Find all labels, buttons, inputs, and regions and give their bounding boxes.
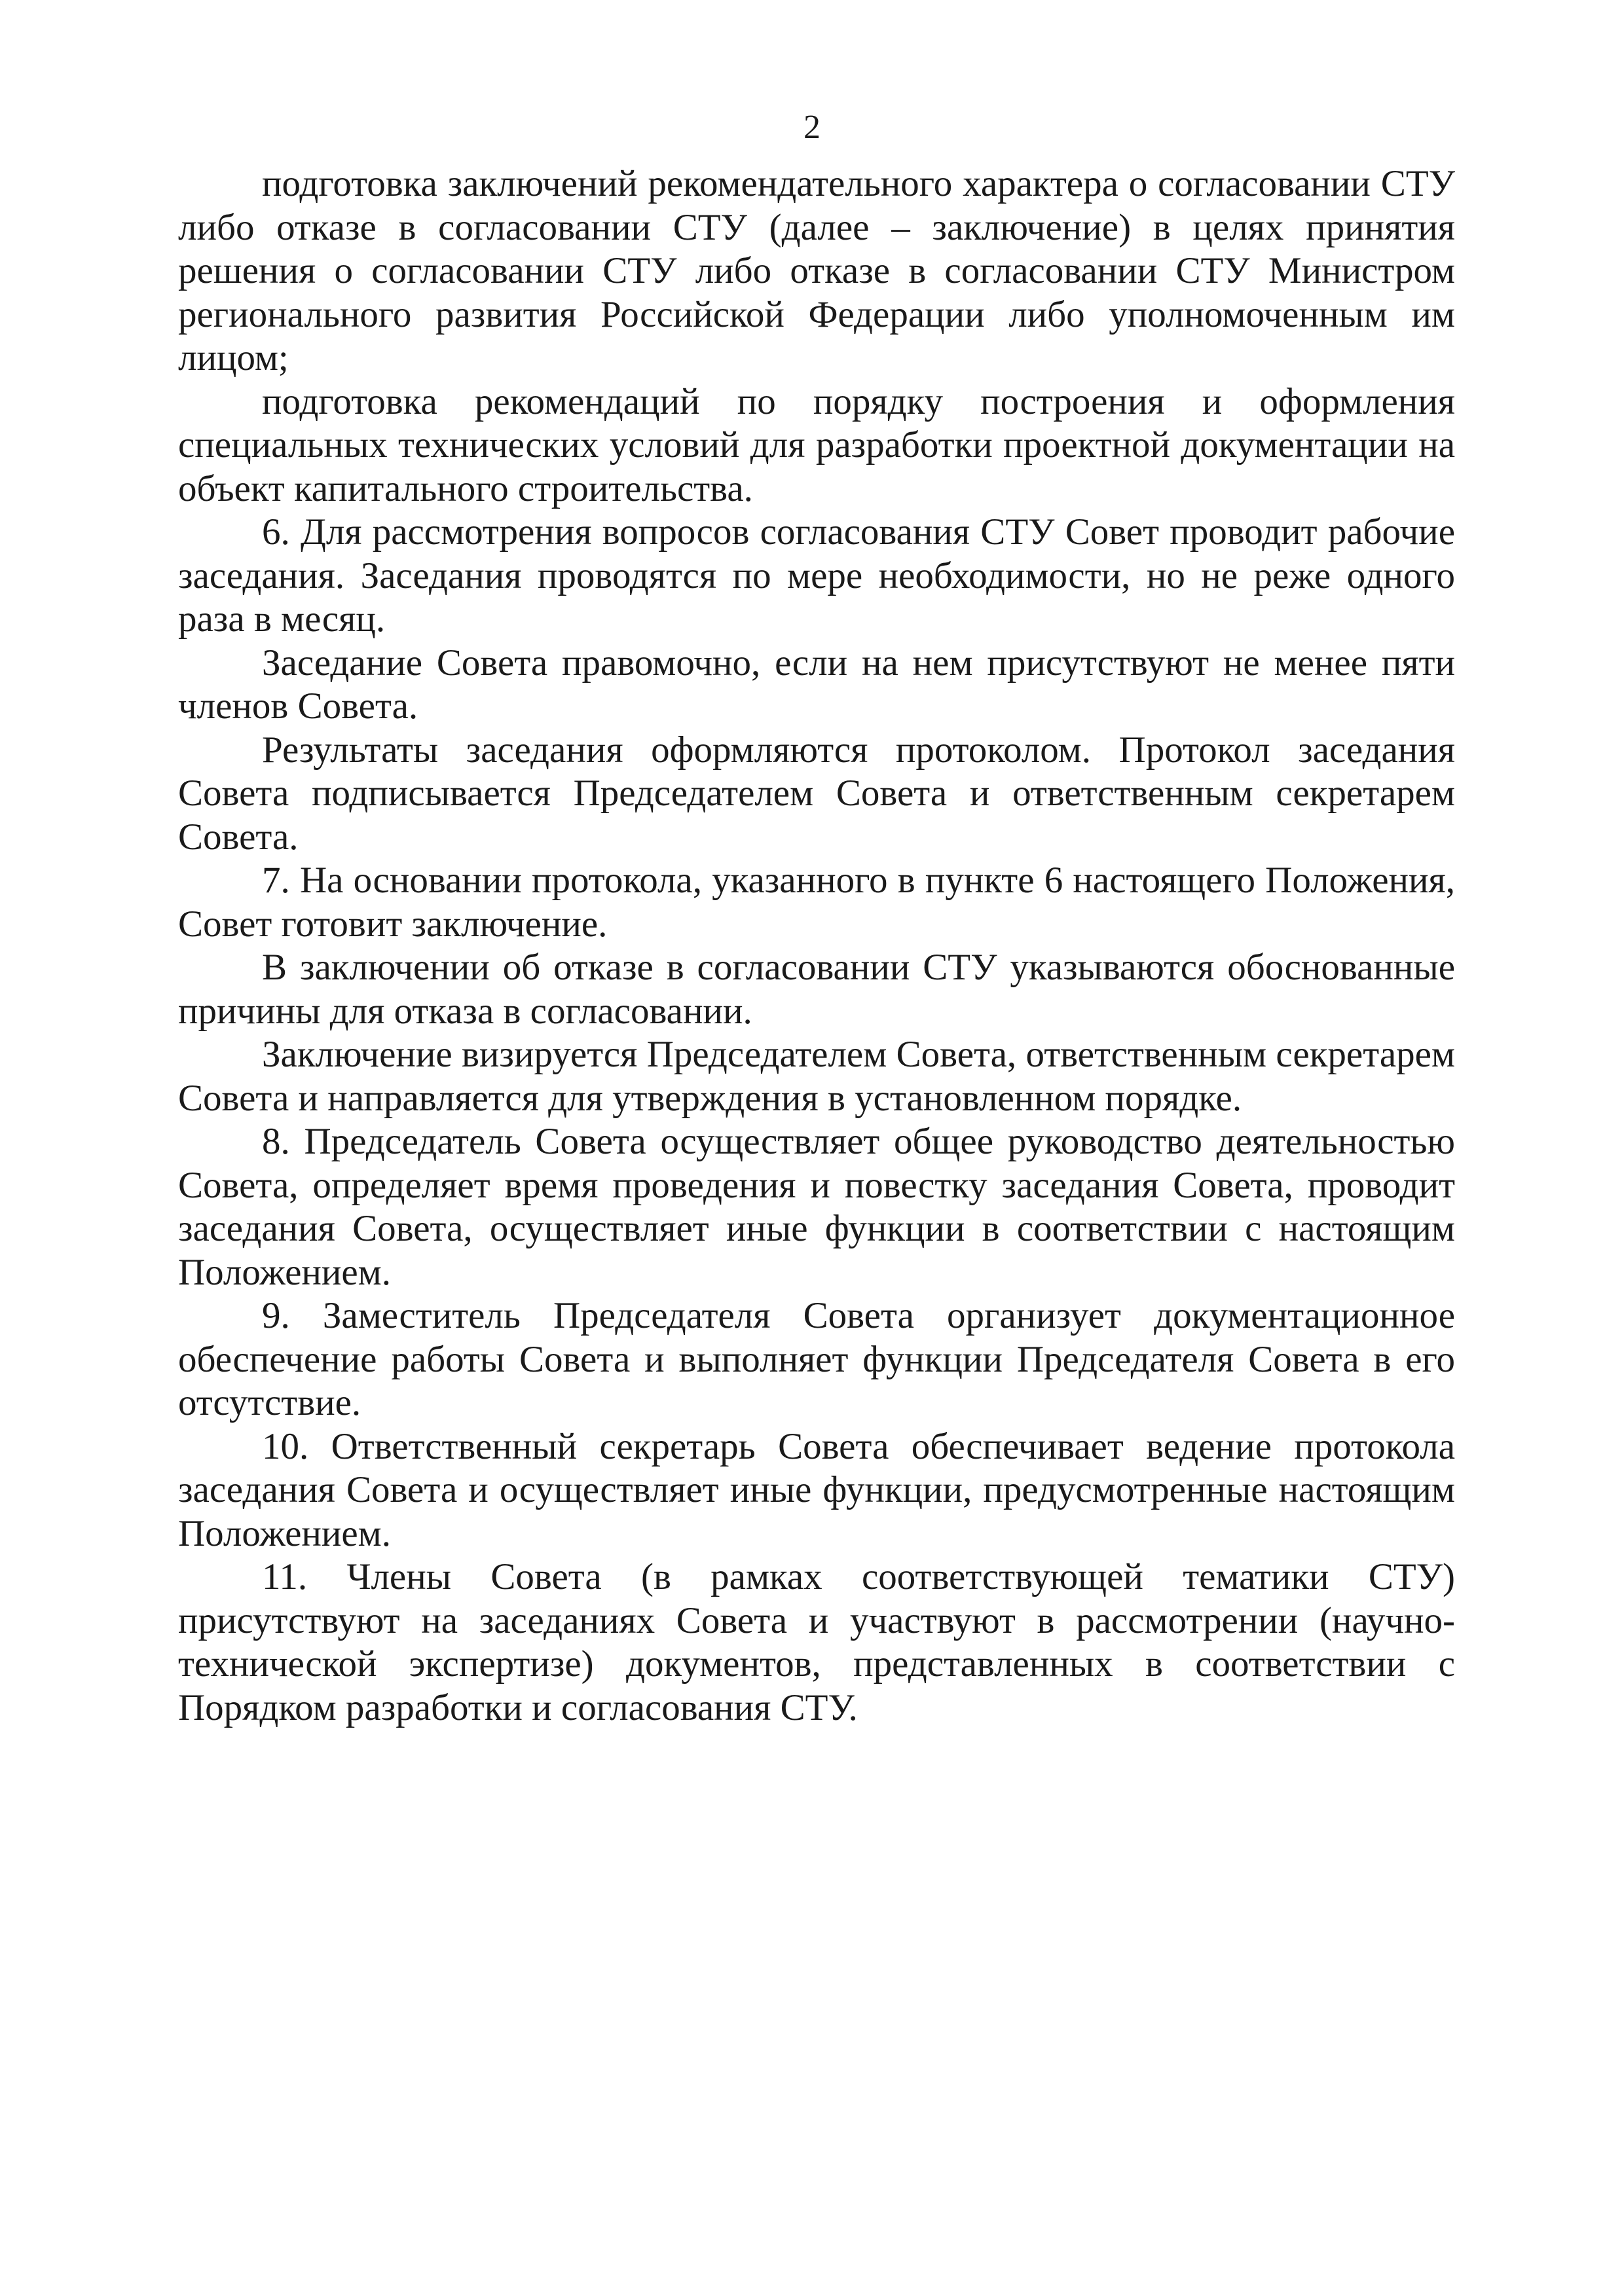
paragraph-item-10: 10. Ответственный секретарь Совета обеспечивает ведение протокола заседания Совета и осуществляет иные функции, предусмотренные настоящим Положением. [178, 1425, 1455, 1554]
paragraph-refusal-reasons: В заключении об отказе в согласовании СТУ указываются обоснованные причины для отказа в согласовании. [178, 947, 1455, 1032]
paragraph-item-6: 6. Для рассмотрения вопросов согласования СТУ Совет проводит рабочие заседания. Заседания проводятся по мере необходимости, но не реже одного раза в месяц. [178, 511, 1455, 640]
paragraph-conclusion-preparation: подготовка заключений рекомендательного характера о согласовании СТУ либо отказе в согласовании СТУ (далее – заключение) в целях принятия решения о согласовании СТУ либо отказе в согласовании СТУ Министром регионального развития Российской Федерации либо уполномоченным им лицом; [178, 163, 1455, 378]
paragraph-quorum: Заседание Совета правомочно, если на нем присутствуют не менее пяти членов Совета. [178, 642, 1455, 727]
paragraph-recommendations-preparation: подготовка рекомендаций по порядку построения и оформления специальных технических условий для разработки проектной документации на объект капитального строительства. [178, 380, 1455, 509]
paragraph-item-9: 9. Заместитель Председателя Совета организует документационное обеспечение работы Совета и выполняет функции Председателя Совета в его отсутствие. [178, 1295, 1455, 1423]
paragraph-item-11: 11. Члены Совета (в рамках соответствующей тематики СТУ) присутствуют на заседаниях Совета и участвуют в рассмотрении (научно-технической экспертизе) документов, представленных в соответствии с Порядком разработки и согласования СТУ. [178, 1556, 1455, 1728]
paragraph-item-8: 8. Председатель Совета осуществляет общее руководство деятельностью Совета, определяет время проведения и повестку заседания Совета, проводит заседания Совета, осуществляет иные функции в соответствии с настоящим Положением. [178, 1121, 1455, 1293]
document-body [178, 162, 1455, 1730]
paragraph-item-7: 7. На основании протокола, указанного в пункте 6 настоящего Положения, Совет готовит заключение. [178, 860, 1455, 945]
page-number: 2 [803, 109, 821, 146]
paragraph-meeting-results: Результаты заседания оформляются протоколом. Протокол заседания Совета подписывается Председателем Совета и ответственным секретарем Совета. [178, 729, 1455, 858]
paragraph-conclusion-approval: Заключение визируется Председателем Совета, ответственным секретарем Совета и направляется для утверждения в установленном порядке. [178, 1034, 1455, 1119]
